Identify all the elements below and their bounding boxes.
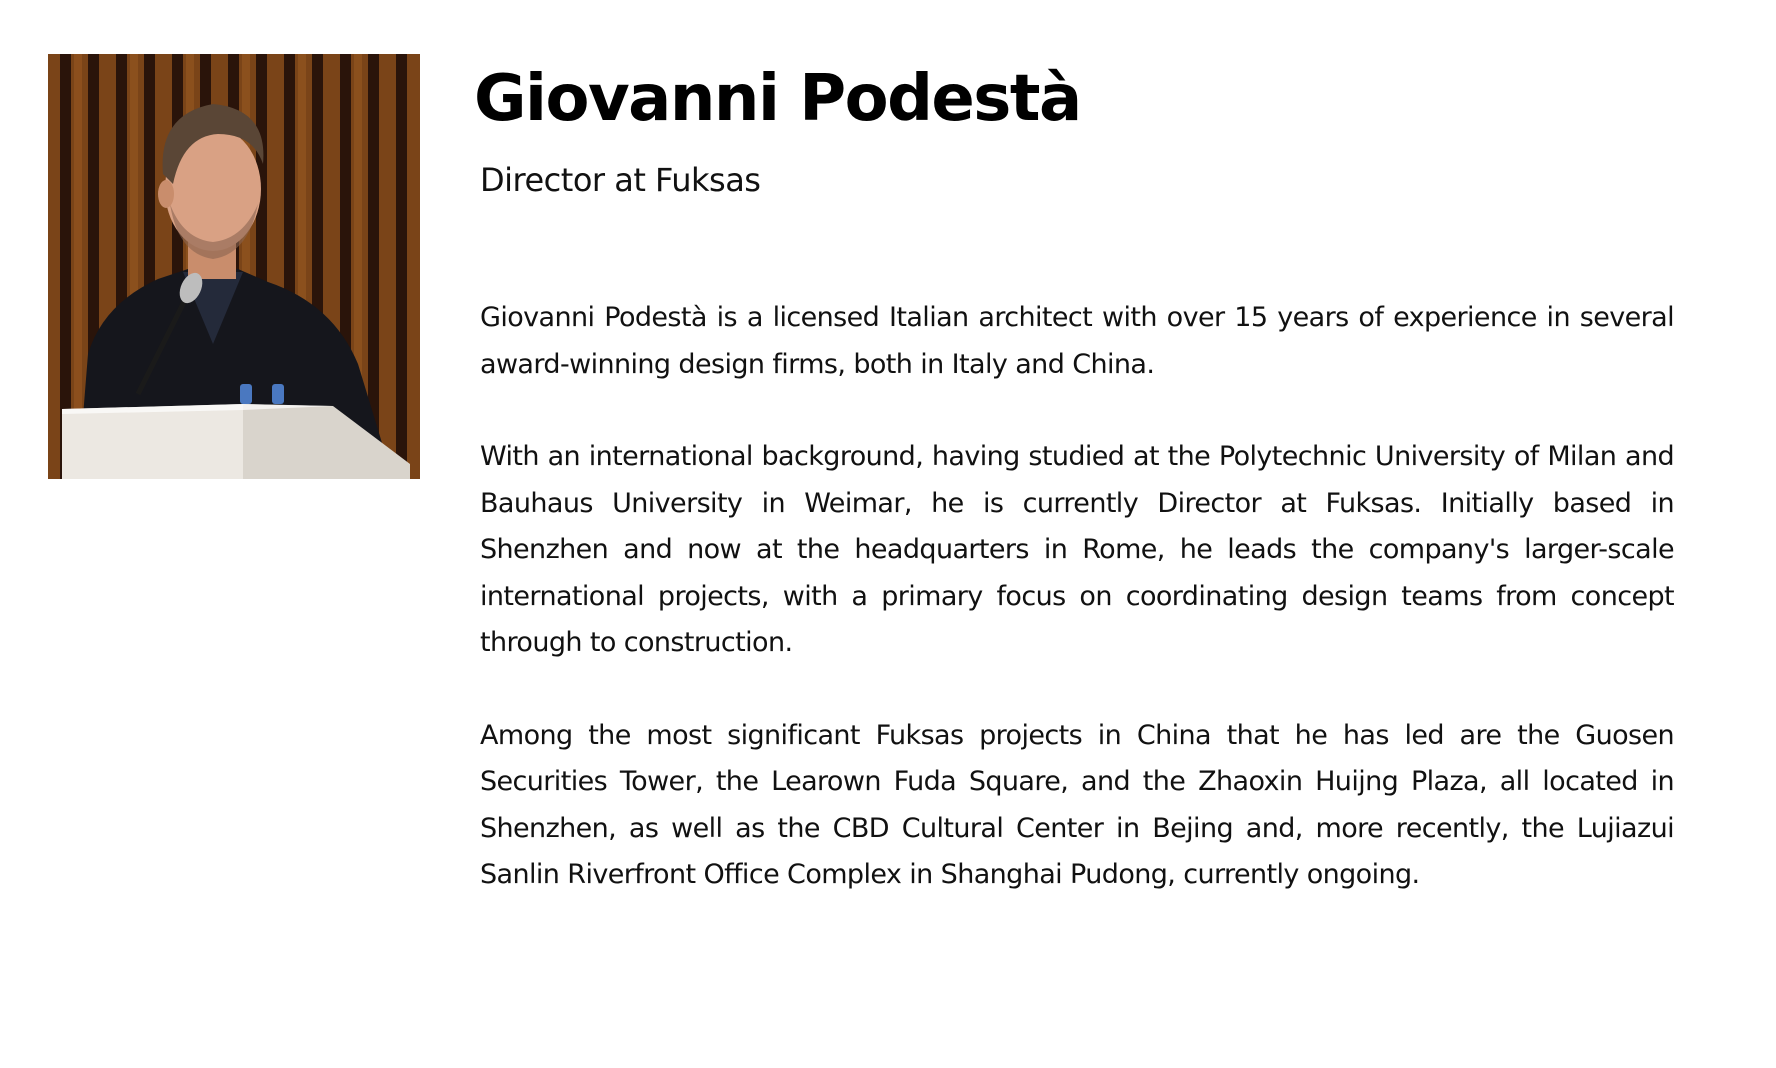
bio-paragraph-3: Among the most significant Fuksas projects in China that he has led are the Guosen Securities Tower, the Learown Fuda Square, and the Zhaoxin Huijng Plaza, all located in Shenzhen, as well as the CBD Cultural Center in Bejing and, more recently, the Lujiazui Sanlin Riverfront Office Complex in Shanghai Pudong, currently ongoing.: [480, 719, 1674, 890]
person-role: Director at Fuksas: [480, 161, 761, 199]
biography: [480, 295, 1674, 899]
profile-content: [474, 60, 1674, 945]
profile-photo: [48, 54, 420, 479]
bio-paragraph-1: Giovanni Podestà is a licensed Italian architect with over 15 years of experience in several award-winning design firms, both in Italy and China.: [480, 302, 1674, 380]
bio-paragraph-2: With an international background, having studied at the Polytechnic University of Milan and Bauhaus University in Weimar, he is currently Director at Fuksas. Initially based in Shenzhen and now at the headquarters in Rome, he leads the company's larger-scale international projects, with a primary focus on coordinating design teams from concept through to construction.: [480, 441, 1674, 658]
person-name: Giovanni Podestà: [474, 62, 1081, 136]
